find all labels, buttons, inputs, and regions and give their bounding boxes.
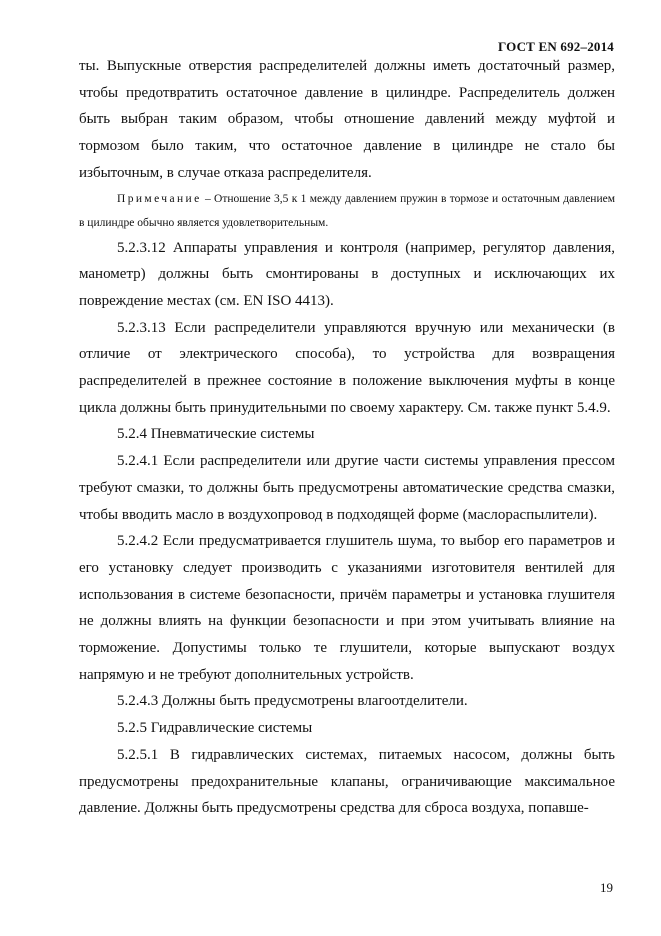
paragraph-5-2-3-13: 5.2.3.13 Если распределители управляются вручную или механически (в отличие от электрического способа), то устройства для возвращения распределителей в прежнее состояние в положение выключения муфты в конце цикла должны быть принудительными по своему характеру. См. также пункт 5.4.9. bbox=[79, 319, 615, 416]
note-label: Примечание bbox=[117, 192, 202, 205]
paragraph-continuation: ты. Выпускные отверстия распределителей должны иметь достаточный размер, чтобы предотвратить остаточное давление в цилиндре. Распределитель должен быть выбран таким образом, чтобы отношение давлений между муфтой и тормозом было таким, что остаточное давление в цилиндре не стало бы избыточным, в случае отказа распределителя. bbox=[79, 58, 615, 181]
paragraph-5-2-3-12: 5.2.3.12 Аппараты управления и контроля (например, регулятор давления, манометр) должны быть смонтированы в доступных и исключающих их повреждение местах (см. EN ISO 4413). bbox=[79, 239, 615, 309]
note-text: – Отношение 3,5 к 1 между давлением пружин в тормозе и остаточным давлением в цилиндре обычно является удовлетворительным. bbox=[79, 192, 615, 229]
paragraph-5-2-4-2: 5.2.4.2 Если предусматривается глушитель шума, то выбор его параметров и его установку следует производить с указаниями изготовителя вентилей для использования в системе безопасности, причём параметры и установка глушителя не должны влиять на функции безопасности и при этом учитывать влияние на торможение. Допустимы только те глушители, которые выпускают воздух напрямую и не требуют дополнительных устройств. bbox=[79, 533, 615, 683]
paragraph-5-2-4-1: 5.2.4.1 Если распределители или другие части системы управления пресcом требуют смазки, то должны быть предусмотрены автоматические средства смазки, чтобы вводить масло в воздухопровод в подходящей форме (маслораспылители). bbox=[79, 453, 615, 523]
page-number: 19 bbox=[600, 880, 613, 895]
note bbox=[79, 187, 615, 235]
document-header: ГОСТ EN 692–2014 bbox=[497, 39, 614, 54]
paragraph-5-2-5-1: 5.2.5.1 В гидравлических системах, питаемых насосом, должны быть предусмотрены предохранительные клапаны, ограничивающие максимальное давление. Должны быть предусмотрены средства для сброса воздуха, попавше- bbox=[79, 746, 615, 817]
section-heading-5-2-5: 5.2.5 Гидравлические системы bbox=[117, 720, 313, 737]
section-heading-5-2-4: 5.2.4 Пневматические системы bbox=[117, 426, 315, 443]
paragraph-5-2-4-3: 5.2.4.3 Должны быть предусмотрены влагоотделители. bbox=[117, 693, 468, 710]
document-body bbox=[79, 53, 615, 822]
